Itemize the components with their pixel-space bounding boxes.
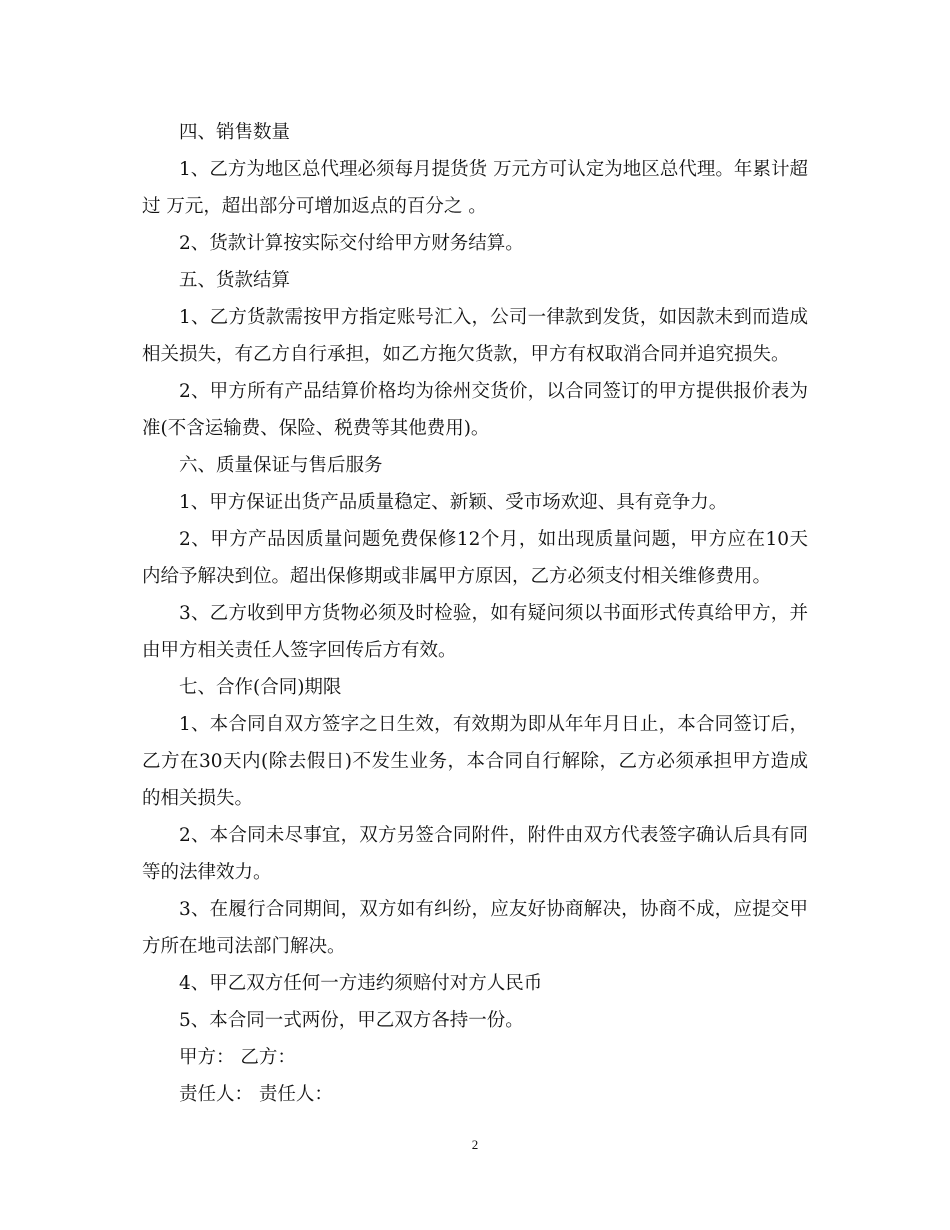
clause-paragraph: 2、甲方产品因质量问题免费保修12个月，如出现质量问题，甲方应在10天内给予解决到位。超出保修期或非属甲方原因，乙方必须支付相关维修费用。 [142, 529, 808, 587]
section-heading-payment-settlement: 五、货款结算 [179, 270, 291, 291]
clause-paragraph: 2、甲方所有产品结算价格均为徐州交货价，以合同签订的甲方提供报价表为准(不含运输费、保险、税费等其他费用)。 [142, 381, 808, 439]
clause-paragraph: 4、甲乙双方任何一方违约须赔付对方人民币 [179, 973, 543, 994]
clause-paragraph: 1、乙方货款需按甲方指定账号汇入，公司一律款到发货，如因款未到而造成相关损失，有乙方自行承担，如乙方拖欠货款，甲方有权取消合同并追究损失。 [142, 307, 808, 365]
clause-paragraph: 1、甲方保证出货产品质量稳定、新颖、受市场欢迎、具有竞争力。 [179, 492, 728, 513]
page-number: 2 [471, 1137, 479, 1152]
clause-paragraph: 2、货款计算按实际交付给甲方财务结算。 [179, 233, 524, 254]
clause-paragraph: 1、乙方为地区总代理必须每月提货货 万元方可认定为地区总代理。年累计超过 万元，超出部分可增加返点的百分之 。 [142, 159, 808, 217]
document-body [142, 114, 808, 1113]
clause-paragraph: 5、本合同一式两份，甲乙双方各持一份。 [179, 1010, 524, 1031]
clause-paragraph: 3、在履行合同期间，双方如有纠纷，应友好协商解决，协商不成，应提交甲方所在地司法部门解决。 [142, 899, 808, 957]
clause-paragraph: 1、本合同自双方签字之日生效，有效期为即从年年月日止，本合同签订后，乙方在30天内(除去假日)不发生业务，本合同自行解除，乙方必须承担甲方造成的相关损失。 [142, 714, 808, 809]
clause-paragraph: 3、乙方收到甲方货物必须及时检验，如有疑问须以书面形式传真给甲方，并由甲方相关责任人签字回传后方有效。 [142, 603, 808, 661]
section-heading-contract-term: 七、合作(合同)期限 [179, 677, 342, 698]
signature-party-line: 甲方： 乙方： [179, 1047, 296, 1068]
clause-paragraph: 2、本合同未尽事宜，双方另签合同附件，附件由双方代表签字确认后具有同等的法律效力。 [142, 825, 808, 883]
section-heading-quality-service: 六、质量保证与售后服务 [179, 455, 383, 476]
section-heading-sales-quantity: 四、销售数量 [179, 122, 291, 143]
signature-responsible-line: 责任人： 责任人： [179, 1084, 333, 1105]
